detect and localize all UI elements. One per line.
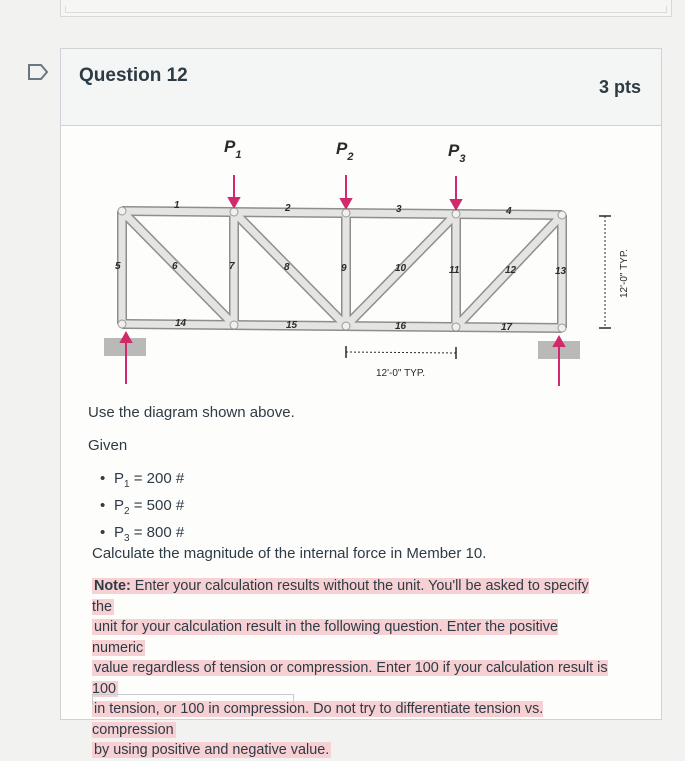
svg-text:13: 13: [555, 266, 567, 277]
given-p1: • $P_1 = 200$ #: [100, 468, 184, 495]
question-title: Question 12: [79, 65, 188, 86]
svg-text:4: 4: [506, 206, 512, 217]
svg-text:8: 8: [284, 262, 290, 273]
svg-text:3: 3: [396, 204, 402, 215]
svg-text:5: 5: [115, 261, 121, 272]
question-prompt: Calculate the magnitude of the internal force in Member 10.: [92, 545, 487, 562]
given-list: [100, 468, 184, 549]
svg-text:6: 6: [172, 261, 178, 272]
svg-text:7: 7: [229, 261, 235, 272]
horizontal-dimension-line: [346, 352, 456, 353]
load-label-p2: $P_2$: [336, 139, 354, 163]
reaction-arrows: [121, 333, 564, 386]
load-label-p1: $P_1$: [224, 137, 242, 161]
svg-text:9: 9: [341, 263, 347, 274]
svg-text:11: 11: [449, 265, 460, 276]
svg-text:12: 12: [505, 265, 517, 276]
note-line-5: by using positive and negative value.: [94, 742, 330, 758]
note-line-2: unit for your calculation result in the following question. Enter the positive numeric: [92, 619, 558, 656]
load-label-p3: $P_3$: [448, 141, 466, 165]
svg-text:14: 14: [175, 318, 187, 329]
svg-text:15: 15: [286, 320, 298, 331]
note-line-3: value regardless of tension or compression. Enter 100 if your calculation result is 100: [92, 660, 608, 697]
note-label: Note:: [94, 578, 131, 594]
note-line-1: Enter your calculation results without the unit. You'll be asked to specify the: [92, 578, 589, 615]
note-line-4: in tension, or 100 in compression. Do not try to differentiate tension vs. compression: [92, 701, 544, 738]
question-points: 3 pts: [598, 77, 641, 97]
vertical-dimension-label: 12'-0" TYP.: [619, 248, 630, 298]
note-block: [92, 576, 612, 761]
svg-text:17: 17: [501, 322, 513, 333]
load-arrows: [229, 175, 461, 209]
given-label: Given: [88, 437, 128, 454]
svg-text:16: 16: [395, 321, 407, 332]
horizontal-dimension-label: 12'-0" TYP.: [376, 368, 426, 379]
svg-text:1: 1: [174, 200, 180, 211]
given-p3: • $P_3 = 800$ #: [100, 522, 184, 549]
given-p2: • $P_2 = 500$ #: [100, 495, 184, 522]
svg-text:2: 2: [285, 203, 291, 214]
intro-text: Use the diagram shown above.: [88, 404, 295, 421]
svg-text:10: 10: [395, 263, 407, 274]
